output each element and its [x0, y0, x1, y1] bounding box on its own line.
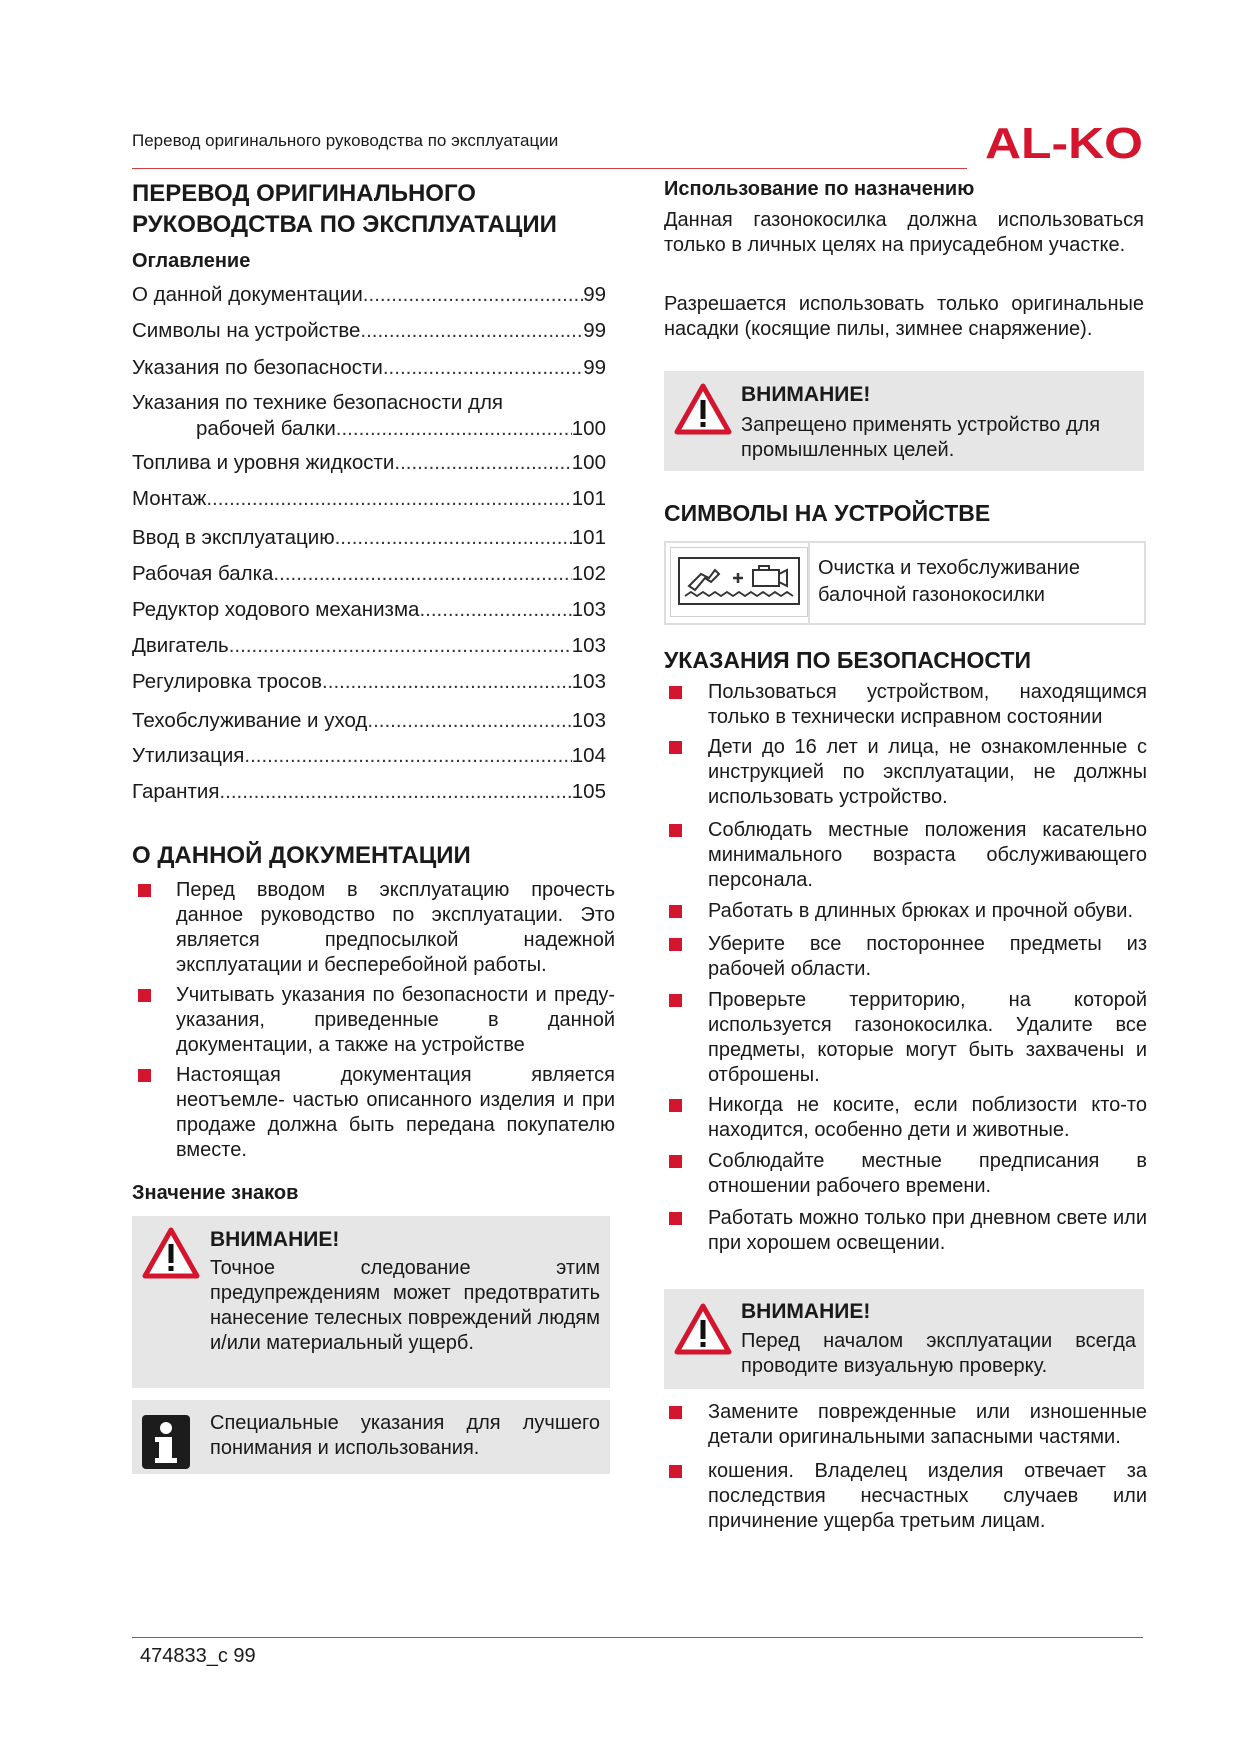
warning-text: Перед началом эксплуатации всегда проводите визуальную проверку. [741, 1330, 1136, 1377]
about-heading: О ДАННОЙ ДОКУМЕНТАЦИИ [132, 842, 471, 869]
cell-divider [808, 543, 810, 623]
warning-triangle-icon [674, 1303, 732, 1355]
toc-item[interactable]: О данной документации ..... 99 [132, 282, 606, 308]
page-number: 474833_c 99 [140, 1645, 256, 1667]
toc-item[interactable]: Регулировка тросов ..... 103 [132, 669, 606, 695]
footer-rule [132, 1637, 1143, 1638]
symbol-cell [670, 547, 808, 617]
list-item: Перед вводом в эксплуатацию прочесть данное руководство по эксплуатации. Это является предпосылкой надежной эксплуатации и бесперебойной работы. [132, 878, 615, 978]
list-item: Пользоваться устройством, находящимся только в технически исправном состоянии [664, 680, 1147, 730]
list-item: Уберите все постороннее предметы из рабочей области. [664, 932, 1147, 982]
list-item: Соблюдайте местные предписания в отношении рабочего времени. [664, 1149, 1147, 1199]
toc-item[interactable]: Редуктор ходового механизма ..... 103 [132, 597, 606, 623]
toc-item[interactable]: Утилизация ..... 104 [132, 743, 606, 769]
warning-box [664, 371, 1144, 471]
running-header: Перевод оригинального руководства по эксплуатации [132, 131, 559, 150]
list-item: Соблюдать местные положения касательно минимального возраста обслуживающего персонала. [664, 818, 1147, 893]
warning-title: ВНИМАНИЕ! [741, 1300, 871, 1323]
final-bullets [664, 1400, 1147, 1534]
about-bullets [132, 878, 615, 1163]
header-rule [132, 168, 967, 169]
safety-heading: УКАЗАНИЯ ПО БЕЗОПАСНОСТИ [664, 647, 1032, 673]
maintenance-symbol-icon [671, 548, 807, 616]
info-text: Специальные указания для лучшего понимания и использования. [210, 1412, 600, 1459]
toc-item[interactable]: Техобслуживание и уход ..... 103 [132, 708, 606, 734]
toc-item[interactable]: Указания по безопасности ..... 99 [132, 355, 606, 381]
toc-item[interactable]: Рабочая балка ..... 102 [132, 561, 606, 587]
toc-item[interactable]: Гарантия ..... 105 [132, 779, 606, 805]
alko-logo [985, 118, 1145, 166]
info-box [132, 1400, 610, 1474]
warning-triangle-icon [142, 1227, 200, 1279]
warning-box [132, 1216, 610, 1388]
symbol-row [664, 541, 1146, 625]
list-item: Настоящая документация является неотъемле- частью описанного изделия и при продаже должна быть передана покупателю вместе. [132, 1063, 615, 1163]
usage-paragraph-2: Разрешается использовать только оригинальные насадки (косящие пилы, зимнее снаряжение). [664, 293, 1144, 340]
main-title: ПЕРЕВОД ОРИГИНАЛЬНОГО РУКОВОДСТВА ПО ЭКСПЛУАТАЦИИ [132, 180, 557, 238]
list-item: кошения. Владелец изделия отвечает за последствия несчастных случаев или причинение ущерба третьим лицам. [664, 1459, 1147, 1534]
signs-heading: Значение знаков [132, 1182, 299, 1204]
info-icon [142, 1415, 190, 1469]
toc-item[interactable]: Двигатель ..... 103 [132, 633, 606, 659]
toc-item[interactable]: Монтаж ..... 101 [132, 486, 606, 512]
usage-heading: Использование по назначению [664, 178, 975, 200]
warning-text: Точное следование этим предупреждениям может предотвратить нанесение телесных повреждений людям и/или материальный ущерб. [210, 1257, 600, 1354]
logo-text: AL-KO [985, 119, 1143, 166]
symbol-description: Очистка и техобслуживание балочной газонокосилки [818, 557, 1080, 606]
warning-triangle-icon [674, 383, 732, 435]
safety-bullets [664, 680, 1147, 1256]
toc-item[interactable]: Топлива и уровня жидкости ..... 100 [132, 450, 606, 476]
symbols-heading: СИМВОЛЫ НА УСТРОЙСТВЕ [664, 500, 991, 526]
warning-title: ВНИМАНИЕ! [210, 1228, 340, 1251]
list-item: Учитывать указания по безопасности и преду- указания, приведенные в данной документации, а также на устройстве [132, 983, 615, 1058]
warning-box [664, 1289, 1144, 1389]
list-item: Дети до 16 лет и лица, не ознакомленные с инструкцией по эксплуатации, не должны использовать устройство. [664, 735, 1147, 810]
list-item: Работать в длинных брюках и прочной обуви. [664, 899, 1147, 924]
warning-title: ВНИМАНИЕ! [741, 383, 871, 406]
warning-text: Запрещено применять устройство для промышленных целей. [741, 414, 1101, 461]
toc-item[interactable]: Символы на устройстве ..... 99 [132, 318, 606, 344]
list-item: Проверьте территорию, на которой используется газонокосилка. Удалите все предметы, которые могут быть захвачены и отброшены. [664, 988, 1147, 1088]
toc-heading: Оглавление [132, 250, 251, 272]
list-item: Замените поврежденные или изношенные детали оригинальными запасными частями. [664, 1400, 1147, 1450]
toc-item[interactable]: Ввод в эксплуатацию ..... 101 [132, 525, 606, 551]
list-item: Работать можно только при дневном свете или при хорошем освещении. [664, 1206, 1147, 1256]
toc-item[interactable]: Указания по технике безопасности для рабочей балки ..... 100 [132, 390, 606, 442]
usage-paragraph-1: Данная газонокосилка должна использоваться только в личных целях на приусадебном участке. [664, 209, 1144, 256]
list-item: Никогда не косите, если поблизости кто-то находится, особенно дети и животные. [664, 1093, 1147, 1143]
